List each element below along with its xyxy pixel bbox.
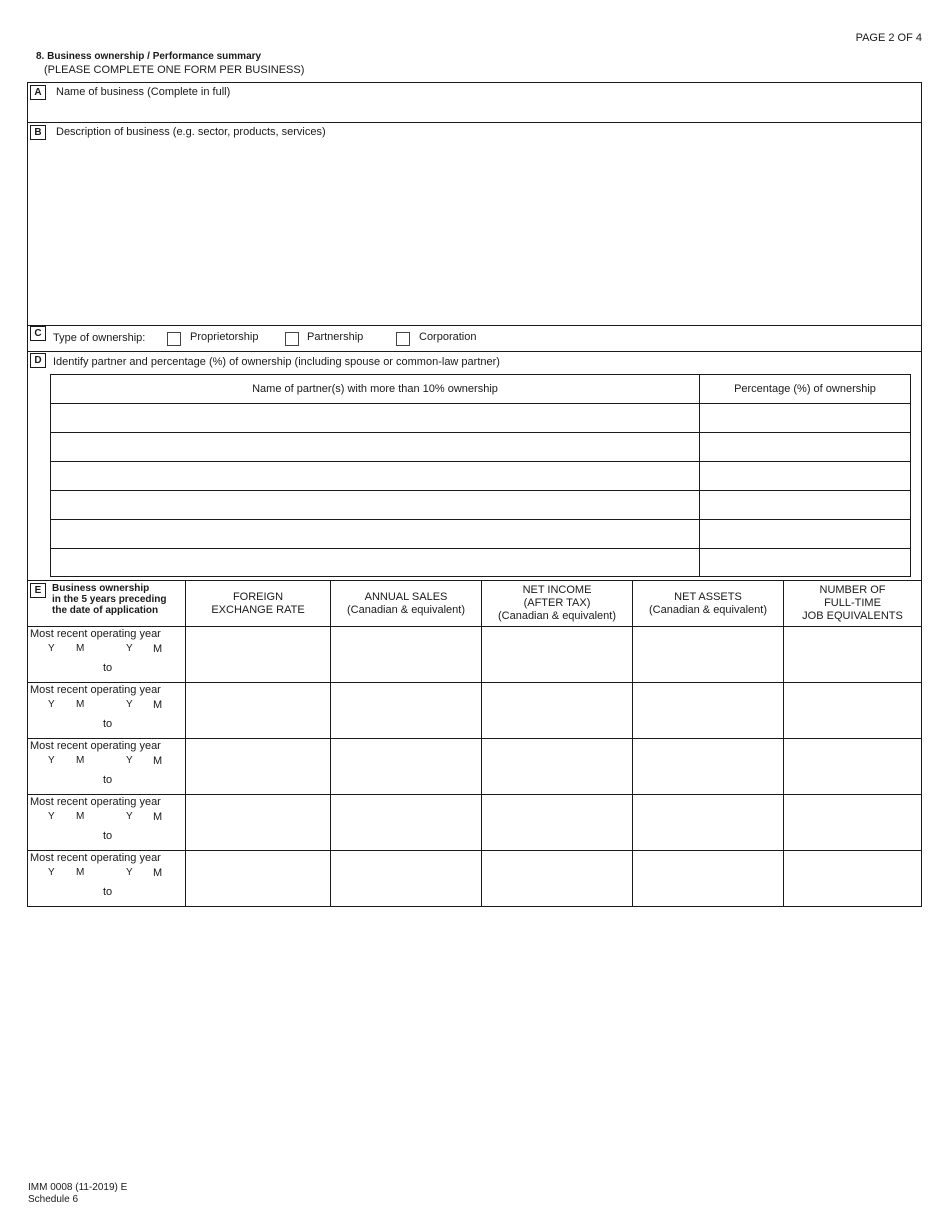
operating-year-label: Most recent operating year: [30, 852, 161, 864]
annual-sales-field[interactable]: [330, 795, 481, 850]
net-assets-header: [632, 581, 783, 626]
annual-sales-field[interactable]: [330, 627, 481, 682]
performance-row: [28, 794, 921, 850]
header-line: ANNUAL SALES: [364, 590, 448, 603]
ownership-years-header: [28, 581, 185, 626]
operating-year-cell[interactable]: [28, 683, 185, 738]
header-line: FULL-TIME: [824, 597, 881, 609]
section-d-letter: D: [30, 353, 46, 368]
partner-pct-field[interactable]: [700, 491, 910, 519]
partner-table: [50, 374, 911, 577]
section-a-label: Name of business (Complete in full): [56, 86, 231, 98]
to-year-label: Y: [126, 755, 133, 766]
header-line: (Canadian & equivalent): [648, 603, 768, 616]
job-equivalents-field[interactable]: [783, 851, 921, 906]
section-a-box[interactable]: [27, 82, 922, 123]
operating-year-label: Most recent operating year: [30, 796, 161, 808]
proprietorship-checkbox[interactable]: [167, 332, 181, 346]
partner-row: [51, 519, 910, 548]
header-line: FOREIGN: [232, 590, 284, 603]
net-income-field[interactable]: [481, 683, 632, 738]
foreign-exchange-field[interactable]: [185, 627, 330, 682]
annual-sales-field[interactable]: [330, 851, 481, 906]
to-month-label: M: [153, 867, 163, 879]
operating-year-cell[interactable]: [28, 627, 185, 682]
to-year-label: Y: [126, 811, 133, 822]
corporation-checkbox[interactable]: [396, 332, 410, 346]
partner-row: [51, 461, 910, 490]
partner-name-field[interactable]: [51, 549, 700, 576]
partner-row: [51, 548, 910, 576]
to-year-label: Y: [126, 643, 133, 654]
partner-name-field[interactable]: [51, 520, 700, 548]
header-line: NET ASSETS: [674, 590, 742, 603]
foreign-exchange-field[interactable]: [185, 739, 330, 794]
partner-row: [51, 490, 910, 519]
to-year-label: Y: [126, 699, 133, 710]
section-b-box[interactable]: [27, 122, 922, 326]
section-d-label: Identify partner and percentage (%) of ownership (including spouse or common-law partner): [53, 356, 500, 368]
to-month-label: M: [153, 755, 163, 767]
header-line: NUMBER OF: [819, 584, 886, 596]
foreign-exchange-header: [185, 581, 330, 626]
net-assets-field[interactable]: [632, 627, 783, 682]
section-a-letter: A: [30, 85, 46, 100]
from-year-label: Y: [48, 643, 55, 654]
header-line: Business ownership: [52, 583, 150, 594]
net-income-field[interactable]: [481, 739, 632, 794]
section-c-box: [27, 325, 922, 352]
operating-year-cell[interactable]: [28, 739, 185, 794]
header-line: NET INCOME: [522, 584, 592, 596]
corporation-label: Corporation: [419, 331, 477, 343]
partner-name-field[interactable]: [51, 491, 700, 519]
annual-sales-field[interactable]: [330, 739, 481, 794]
header-line: (Canadian & equivalent): [497, 610, 617, 622]
net-income-field[interactable]: [481, 627, 632, 682]
partner-row: [51, 432, 910, 461]
to-month-label: M: [153, 699, 163, 711]
job-equivalents-field[interactable]: [783, 795, 921, 850]
performance-row: [28, 626, 921, 682]
partner-row: [51, 403, 910, 432]
net-income-field[interactable]: [481, 851, 632, 906]
annual-sales-field[interactable]: [330, 683, 481, 738]
to-month-label: M: [153, 643, 163, 655]
partner-name-field[interactable]: [51, 433, 700, 461]
from-year-label: Y: [48, 811, 55, 822]
header-line: in the 5 years preceding: [52, 594, 167, 605]
operating-year-cell[interactable]: [28, 795, 185, 850]
from-month-label: M: [76, 643, 85, 654]
header-line: EXCHANGE RATE: [211, 603, 305, 616]
partner-name-field[interactable]: [51, 462, 700, 490]
section-b-label: Description of business (e.g. sector, products, services): [56, 126, 326, 138]
to-label: to: [103, 718, 113, 730]
from-month-label: M: [76, 699, 85, 710]
operating-year-cell[interactable]: [28, 851, 185, 906]
partner-table-header: [51, 375, 910, 403]
foreign-exchange-field[interactable]: [185, 683, 330, 738]
partner-pct-field[interactable]: [700, 433, 910, 461]
section-title: 8. Business ownership / Performance summary: [36, 51, 262, 62]
from-month-label: M: [76, 867, 85, 878]
section-b-letter: B: [30, 125, 46, 140]
annual-sales-header: [330, 581, 481, 626]
partner-name-header: Name of partner(s) with more than 10% ownership: [51, 375, 700, 403]
partnership-label: Partnership: [307, 331, 364, 343]
header-line: the date of application: [52, 605, 159, 616]
form-id: IMM 0008 (11-2019) E: [28, 1182, 128, 1193]
partner-pct-field[interactable]: [700, 549, 910, 576]
operating-year-label: Most recent operating year: [30, 628, 161, 640]
performance-table-header: [28, 580, 921, 626]
operating-year-label: Most recent operating year: [30, 740, 161, 752]
schedule-label: Schedule 6: [28, 1194, 79, 1205]
foreign-exchange-field[interactable]: [185, 851, 330, 906]
partner-pct-field[interactable]: [700, 520, 910, 548]
from-year-label: Y: [48, 699, 55, 710]
to-label: to: [103, 830, 113, 842]
from-month-label: M: [76, 755, 85, 766]
foreign-exchange-field[interactable]: [185, 795, 330, 850]
ownership-type-label: Type of ownership:: [53, 332, 146, 344]
from-year-label: Y: [48, 867, 55, 878]
job-equivalents-field[interactable]: [783, 627, 921, 682]
page-number: PAGE 2 OF 4: [855, 32, 922, 44]
net-income-field[interactable]: [481, 795, 632, 850]
section-e-letter: E: [30, 583, 46, 598]
to-label: to: [103, 662, 113, 674]
header-line: (Canadian & equivalent): [346, 603, 466, 616]
header-line: (AFTER TAX): [523, 597, 591, 609]
net-assets-field[interactable]: [632, 795, 783, 850]
to-month-label: M: [153, 811, 163, 823]
net-income-header: [481, 581, 632, 626]
performance-table: [27, 580, 922, 907]
to-label: to: [103, 886, 113, 898]
to-label: to: [103, 774, 113, 786]
partner-pct-field[interactable]: [700, 462, 910, 490]
section-subtitle: (PLEASE COMPLETE ONE FORM PER BUSINESS): [44, 64, 305, 76]
job-equivalents-field[interactable]: [783, 739, 921, 794]
performance-row: [28, 850, 921, 906]
operating-year-label: Most recent operating year: [30, 684, 161, 696]
performance-row: [28, 738, 921, 794]
partner-pct-header: Percentage (%) of ownership: [734, 383, 876, 395]
net-assets-field[interactable]: [632, 851, 783, 906]
section-c-letter: C: [30, 326, 46, 341]
performance-row: [28, 682, 921, 738]
net-assets-field[interactable]: [632, 739, 783, 794]
to-year-label: Y: [126, 867, 133, 878]
partnership-checkbox[interactable]: [285, 332, 299, 346]
job-equivalents-field[interactable]: [783, 683, 921, 738]
proprietorship-label: Proprietorship: [190, 331, 259, 343]
from-month-label: M: [76, 811, 85, 822]
job-equivalents-header: [783, 581, 921, 626]
partner-pct-field[interactable]: [700, 404, 910, 432]
from-year-label: Y: [48, 755, 55, 766]
ownership-years-title: [52, 583, 167, 616]
header-line: JOB EQUIVALENTS: [802, 610, 903, 622]
partner-name-field[interactable]: [51, 404, 700, 432]
net-assets-field[interactable]: [632, 683, 783, 738]
